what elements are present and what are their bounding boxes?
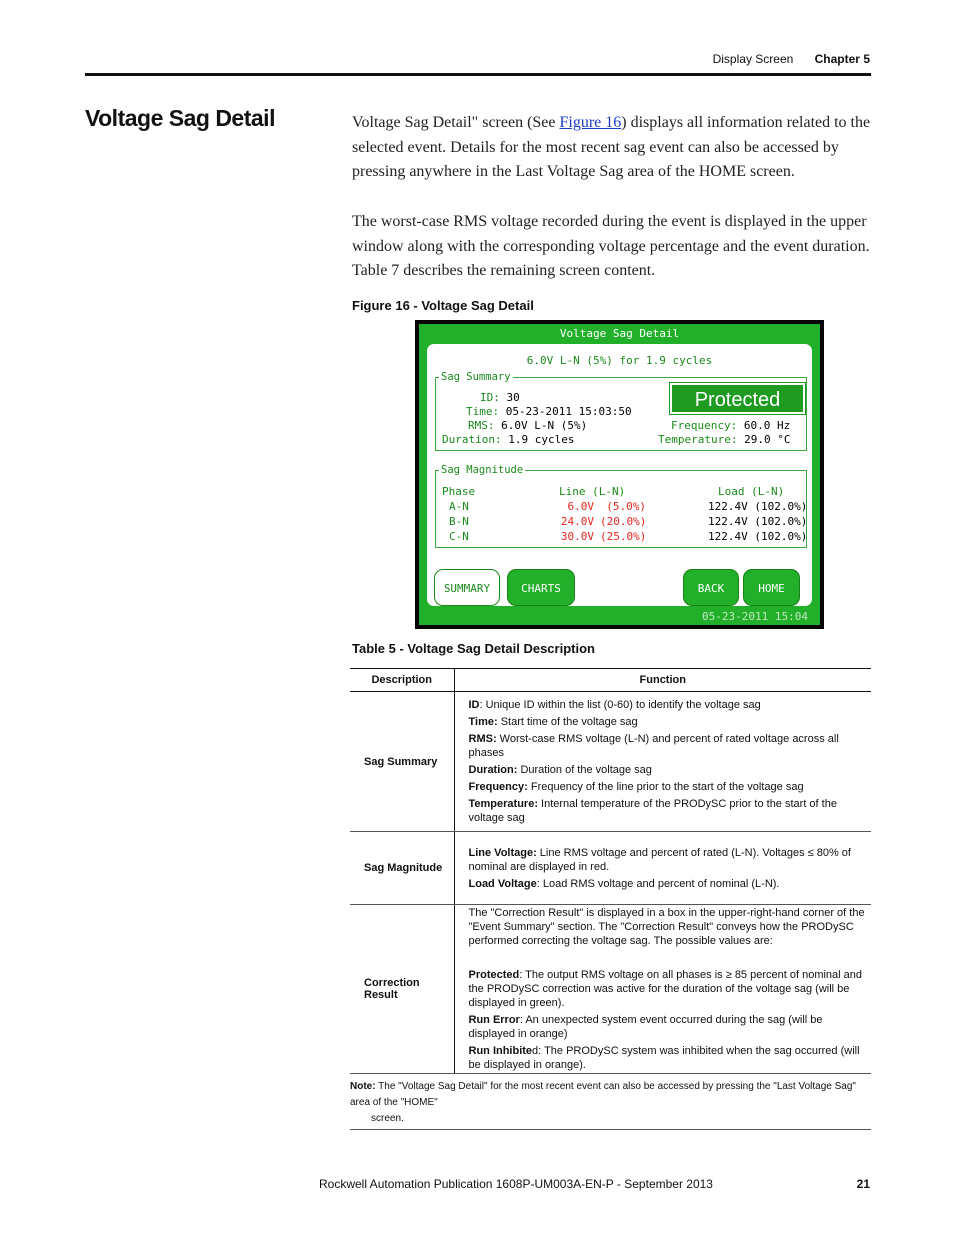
- section-title: Voltage Sag Detail: [85, 105, 275, 131]
- temperature-row: Temperature: 29.0 °C: [658, 433, 791, 446]
- page-number: 21: [856, 1177, 870, 1191]
- intro-paragraph: [352, 111, 872, 185]
- summary-button[interactable]: SUMMARY: [434, 569, 500, 606]
- intro-text-pre: Voltage Sag Detail" screen (See: [352, 114, 560, 131]
- load-header: Load (L-N): [718, 485, 785, 498]
- table-row: [350, 905, 871, 1074]
- page-footer: Rockwell Automation Publication 1608P-UM003A-EN-P - September 2013: [319, 1177, 713, 1191]
- rms-row: RMS: 6.0V L-N (5%): [468, 419, 588, 432]
- row-function: ID: Unique ID within the list (0-60) to identify the voltage sag Time: Start time of the voltage sag RMS: Worst-case RMS voltage (L-N) and percent of rated voltage across all phases Duration: Duration of the voltage sag Frequency: Frequency of the line prior to the start of the voltage sag Temperature: Internal temperature of the PRODySC prior to the start of the voltage sag: [454, 692, 871, 832]
- sag-summary-label: Sag Summary: [441, 371, 511, 383]
- phase-column: Phase A-N B-N C-N: [442, 485, 476, 543]
- load-column: 122.4V (102.0%) 122.4V (102.0%) 122.4V (102.0%): [708, 500, 808, 543]
- header-chapter: Chapter 5: [814, 52, 870, 66]
- column-header-description: Description: [350, 669, 454, 692]
- figure-caption: Figure 16 - Voltage Sag Detail: [352, 298, 534, 313]
- line-percent-column: (5.0%) (20.0%) (25.0%): [600, 500, 647, 543]
- home-button[interactable]: HOME: [743, 569, 800, 606]
- row-description: Sag Magnitude: [350, 832, 454, 905]
- running-header: [713, 52, 870, 66]
- screen-timestamp: 05-23-2011 15:04: [702, 610, 808, 623]
- description-paragraph: The worst-case RMS voltage recorded during the event is displayed in the upper window along with the corresponding voltage percentage and the event duration. Table 7 describes the remaining screen content.: [352, 213, 870, 279]
- id-row: ID: 30: [480, 391, 520, 404]
- table-note: Note: The "Voltage Sag Detail" for the most recent event can also be accessed by pressing the "Last Voltage Sag" area of the "HOME" screen.: [350, 1079, 871, 1130]
- frequency-row: Frequency: 60.0 Hz: [671, 419, 791, 432]
- sag-magnitude-box: [435, 464, 808, 548]
- figure-link[interactable]: Figure 16: [559, 114, 622, 131]
- description-table: [350, 668, 871, 1074]
- duration-row: Duration: 1.9 cycles: [442, 433, 575, 446]
- row-description: Correction Result: [350, 905, 454, 1074]
- row-function: The "Correction Result" is displayed in a box in the upper-right-hand corner of the "Event Summary" section. The "Correction Result" conveys how the PRODySC performed correcting the voltage sag. The possible values are: Protected: The output RMS voltage on all phases is ≥ 85 percent of nominal and the PRODySC correction was active for the duration of the voltage sag (will be displayed in green). Run Error: An unexpected system event occurred during the sag (will be displayed in orange) Run Inhibited: The PRODySC system was inhibited when the sag occurred (will be displayed in orange).: [454, 905, 871, 1074]
- row-function: Line Voltage: Line RMS voltage and percent of rated (L-N). Voltages ≤ 80% of nominal are displayed in red. Load Voltage: Load RMS voltage and percent of nominal (L-N).: [454, 832, 871, 905]
- table-caption: Table 5 - Voltage Sag Detail Description: [352, 641, 595, 656]
- sag-summary-box: [435, 371, 807, 451]
- sag-headline: 6.0V L-N (5%) for 1.9 cycles: [526, 354, 713, 367]
- row-description: Sag Summary: [350, 692, 454, 832]
- screen-title: Voltage Sag Detail: [559, 327, 680, 340]
- intro-text-post: ) displays all information related to the selected event. Details for the most recent sag event can also be accessed by pressing anywhere in the Last Voltage Sag area of the HOME screen.: [352, 114, 871, 180]
- table-row: [350, 692, 871, 832]
- charts-button[interactable]: CHARTS: [507, 569, 575, 606]
- line-voltage-column: 6.0V 24.0V 30.0V: [560, 500, 594, 543]
- voltage-sag-detail-screen: [415, 320, 824, 629]
- correction-result-badge: Protected: [670, 383, 805, 414]
- column-header-function: Function: [454, 669, 871, 692]
- header-rule: [85, 73, 871, 76]
- table-row: [350, 832, 871, 905]
- time-row: Time: 05-23-2011 15:03:50: [466, 405, 632, 418]
- line-header: Line (L-N): [559, 485, 626, 498]
- detail-panel: [427, 344, 812, 606]
- header-section: Display Screen: [712, 52, 794, 66]
- sag-magnitude-label: Sag Magnitude: [441, 464, 524, 476]
- back-button[interactable]: BACK: [683, 569, 739, 606]
